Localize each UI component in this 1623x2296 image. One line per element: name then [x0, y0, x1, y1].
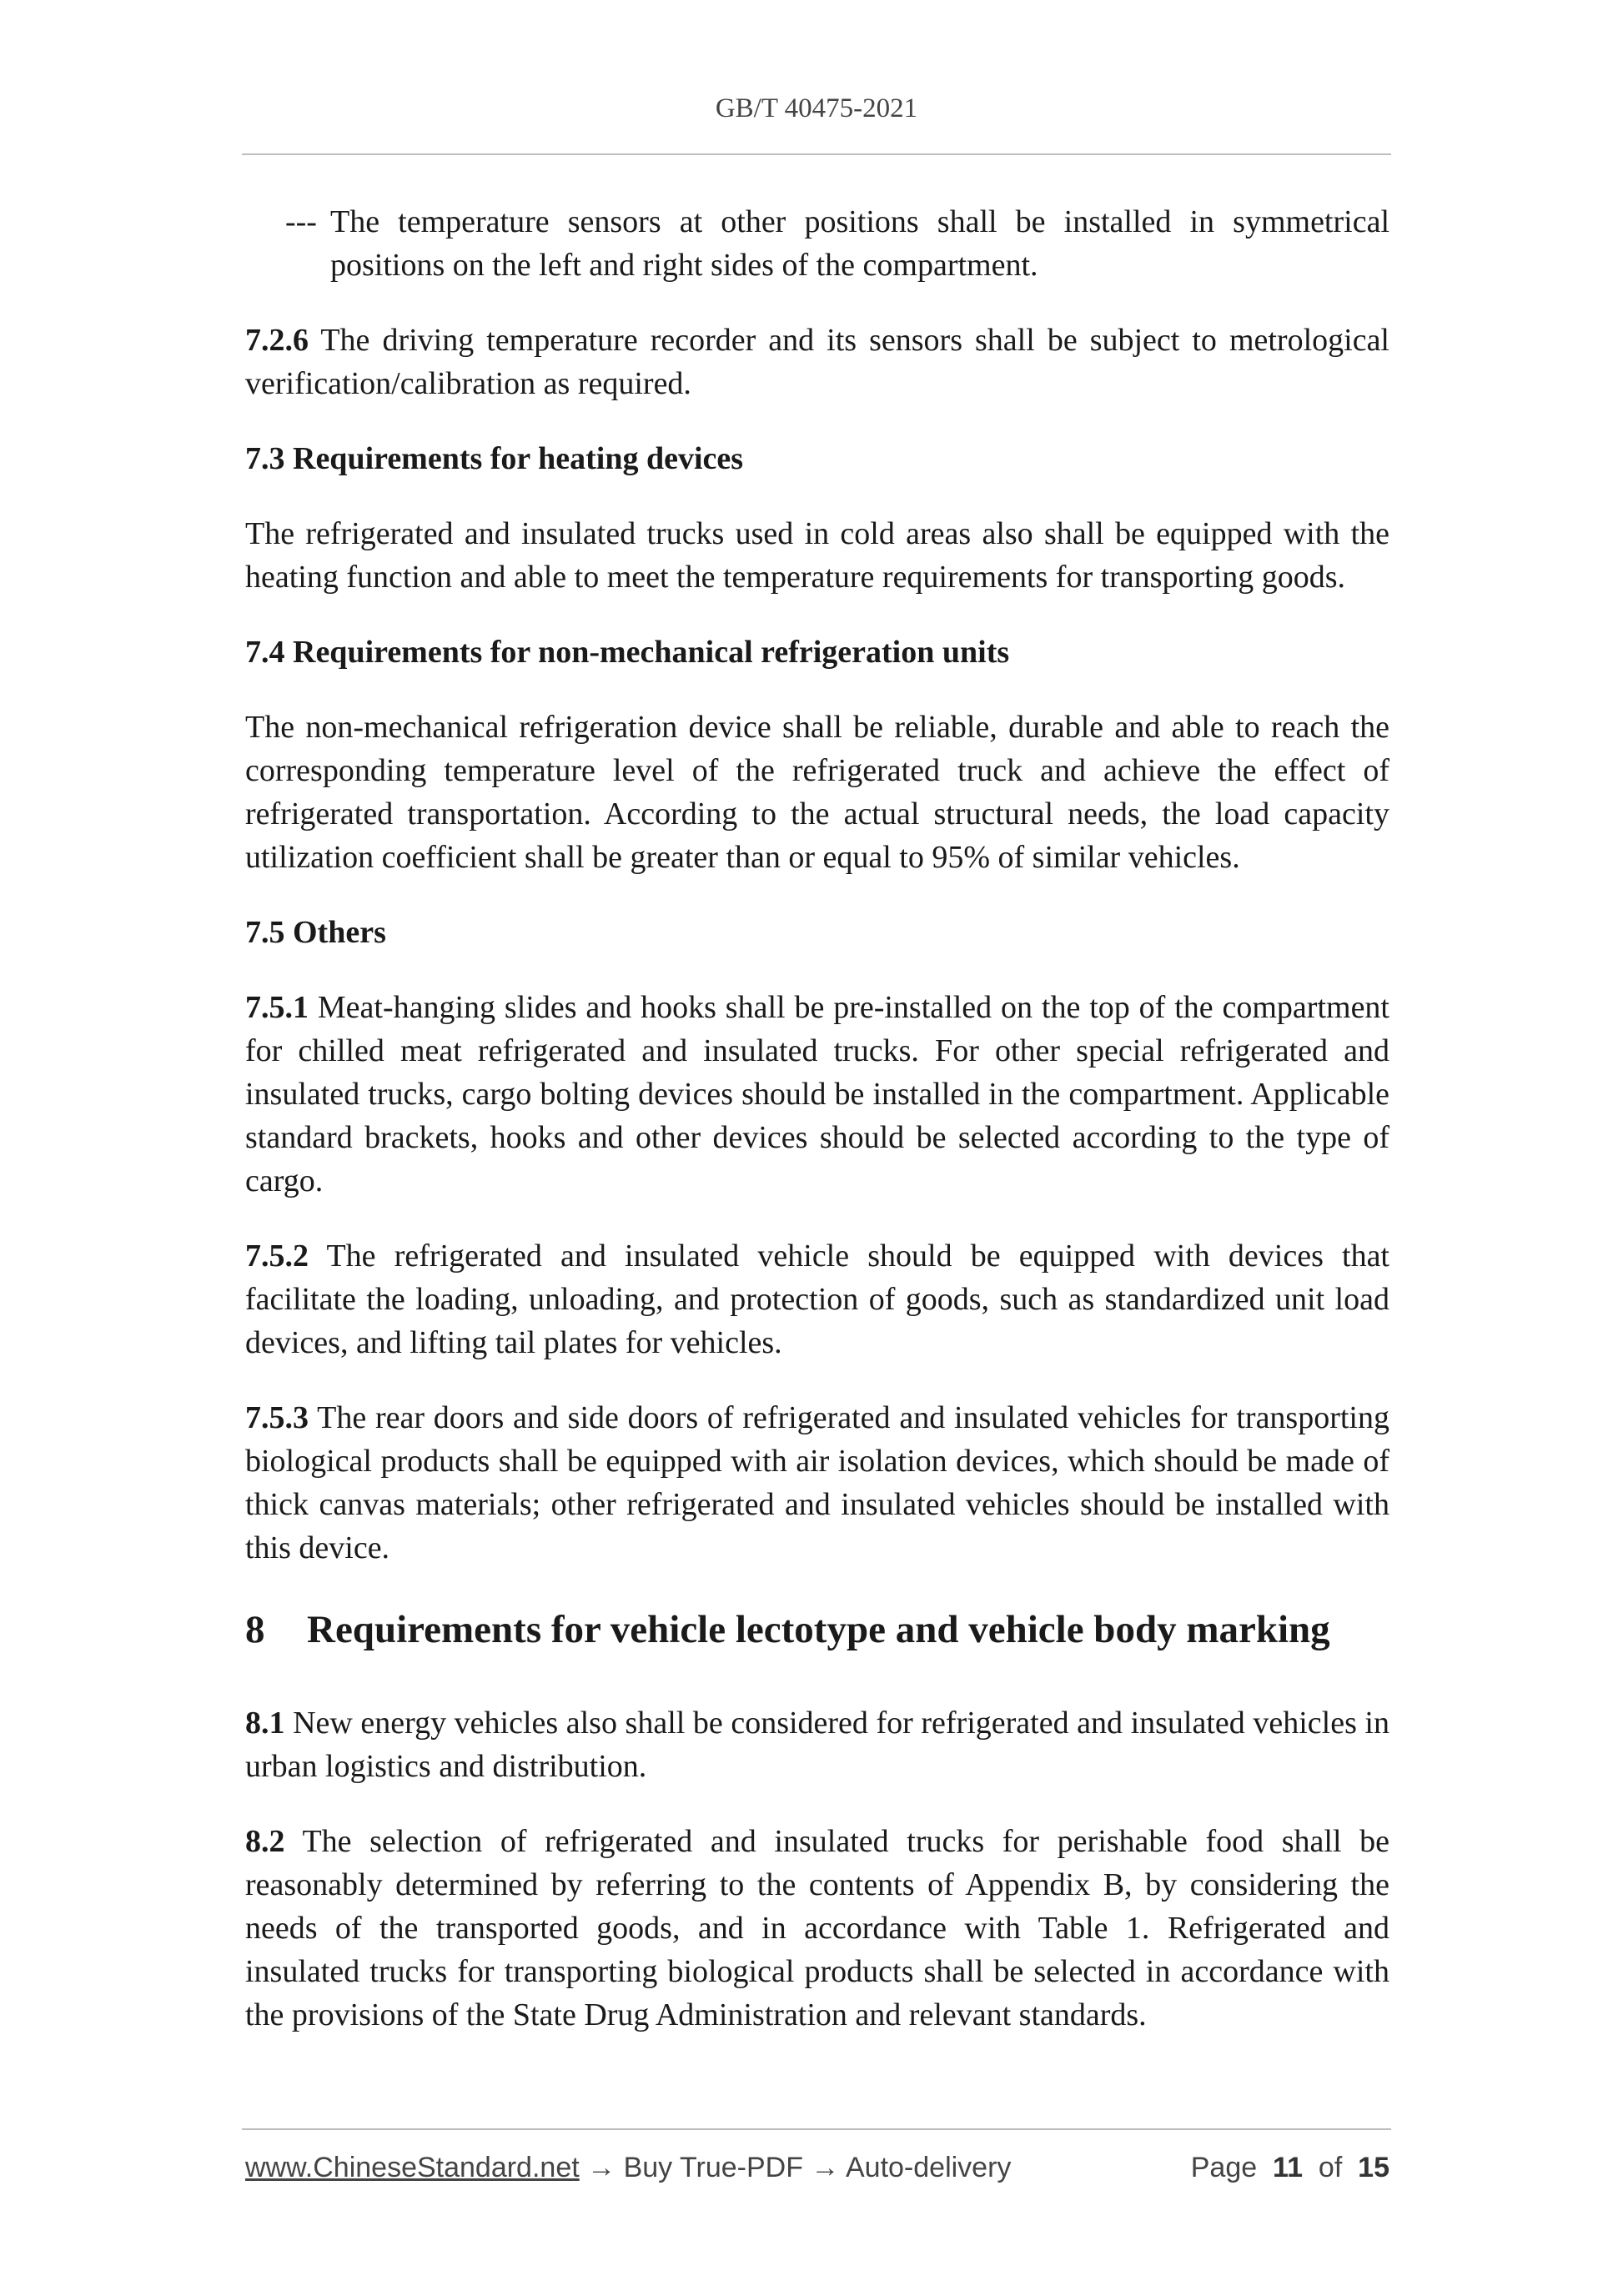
clause-text: The refrigerated and insulated vehicle should be equipped with devices that facilitate the loading, unloading, and protection of goods, such as standardized unit load devices, and lifting tail plates for vehicles. — [245, 1238, 1389, 1360]
clause-8-2 — [245, 1820, 1389, 2037]
dash-marker: --- — [285, 204, 317, 239]
clause-text: New energy vehicles also shall be considered for refrigerated and insulated vehicles in urban logistics and distribution. — [245, 1706, 1389, 1784]
of-label: of — [1318, 2152, 1343, 2183]
clause-text: Meat-hanging slides and hooks shall be pre-installed on the top of the compartment for chilled meat refrigerated and insulated trucks. For other special refrigerated and insulated trucks, cargo bolting devices should be installed in the compartment. Applicable standard brackets, hooks and other devices should be selected according to the type of cargo. — [245, 990, 1389, 1198]
clause-number: 8.1 — [245, 1706, 285, 1741]
clause-number: 7.5.2 — [245, 1238, 309, 1274]
clause-text: The rear doors and side doors of refrigerated and insulated vehicles for transporting biological products shall be equipped with air isolation devices, which should be made of thick canvas materials; other refrigerated and insulated vehicles should be installed with this device. — [245, 1400, 1389, 1565]
document-code: GB/T 40475-2021 — [715, 93, 918, 123]
clause-text: The selection of refrigerated and insulated trucks for perishable food shall be reasonably determined by referring to the contents of Appendix B, by considering the needs of the transported goods, and in accordance with Table 1. Refrigerated and insulated trucks for transporting biological products shall be selected in accordance with the provisions of the State Drug Administration and relevant standards. — [245, 1824, 1389, 2032]
paragraph-7-4: The non-mechanical refrigeration device shall be reliable, durable and able to reach the corresponding temperature level of the refrigerated truck and achieve the effect of refrigerated transportation. According to the actual structural needs, the load capacity utilization coefficient shall be greater than or equal to 95% of similar vehicles. — [245, 710, 1389, 875]
paragraph-7-3: The refrigerated and insulated trucks used in cold areas also shall be equipped with the heating function and able to meet the temperature requirements for transporting goods. — [245, 516, 1389, 595]
list-item-text: The temperature sensors at other positions shall be installed in symmetrical positions on the left and right sides of the compartment. — [330, 204, 1389, 283]
total-pages-number: 15 — [1358, 2152, 1389, 2183]
footer-rule — [242, 2128, 1391, 2130]
clause-7-5-3 — [245, 1396, 1389, 1570]
section-heading-7-4: 7.4 Requirements for non-mechanical refrigeration units — [245, 635, 1010, 670]
clause-7-5-1 — [245, 986, 1389, 1203]
clause-number: 8.2 — [245, 1824, 285, 1859]
page-header — [242, 93, 1391, 124]
header-rule — [242, 153, 1391, 155]
website-link[interactable]: www.ChineseStandard.net — [245, 2152, 580, 2183]
clause-text: The driving temperature recorder and its sensors shall be subject to metrological verification/calibration as required. — [245, 323, 1389, 401]
current-page-number: 11 — [1273, 2152, 1303, 2183]
document-body — [245, 200, 1389, 2068]
chapter-heading-8 — [245, 1605, 1389, 1655]
clause-number: 7.5.3 — [245, 1400, 309, 1435]
clause-number: 7.5.1 — [245, 990, 309, 1025]
clause-7-5-2 — [245, 1234, 1389, 1364]
clause-number: 7.2.6 — [245, 323, 309, 358]
chapter-title: Requirements for vehicle lectotype and vehicle body marking — [307, 1608, 1330, 1651]
clause-8-1 — [245, 1701, 1389, 1788]
clause-7-2-6 — [245, 319, 1389, 405]
section-heading-7-3: 7.3 Requirements for heating devices — [245, 441, 744, 476]
page-label: Page — [1190, 2152, 1258, 2183]
section-heading-7-5: 7.5 Others — [245, 915, 386, 950]
page-footer — [245, 2152, 1389, 2184]
footer-nav-text: → Buy True-PDF → Auto-delivery — [579, 2152, 1012, 2183]
chapter-number: 8 — [245, 1608, 265, 1651]
list-item — [285, 200, 1389, 287]
page-indicator — [1191, 2152, 1389, 2184]
